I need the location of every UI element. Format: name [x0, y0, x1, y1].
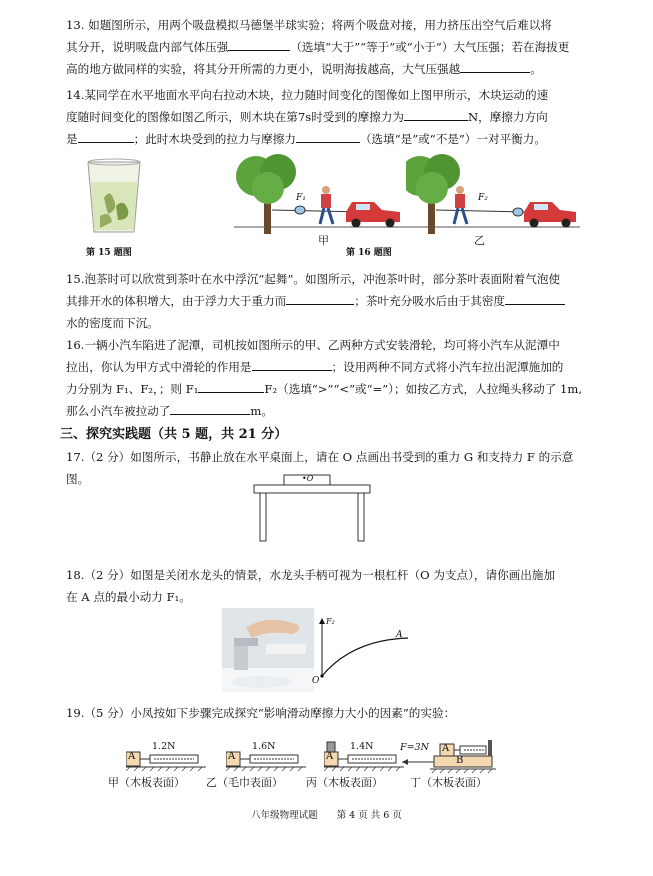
question-15: [66, 268, 586, 334]
experiment-caption: 丙（木板表面）: [306, 776, 383, 789]
experiment-ding: [400, 740, 496, 774]
experiment-bing: [324, 740, 404, 772]
answer-blank[interactable]: [78, 128, 134, 143]
experiment-caption: 丁（木板表面）: [410, 776, 487, 789]
force-reading: 1.2N: [152, 741, 176, 752]
question-14: [66, 84, 586, 150]
force-label-f2: F₂: [478, 193, 488, 203]
q17-line1: 17.（2 分）如图所示，书静止放在水平桌面上，请在 O 点画出书受到的重力 G 和支持力 F 的示意图。: [66, 450, 574, 486]
q16-line2: 拉出，你认为甲方式中滑轮的作用是 ；设用两种不同方式将小汽车拉出泥潭施加的: [66, 356, 586, 378]
q13-line1: 13. 如题图所示，用两个吸盘模拟马德堡半球实验；将两个吸盘对接，用力挤压出空气后难以将: [66, 18, 552, 32]
pulley-figure-jia: [234, 154, 406, 234]
answer-blank[interactable]: [252, 356, 332, 371]
page-footer: 八年级物理试题 第 4 页 共 6 页: [251, 810, 402, 821]
block-a-label: A: [326, 751, 334, 762]
answer-blank[interactable]: [286, 290, 354, 305]
force-reading: 1.6N: [252, 741, 276, 752]
point-o-label: O: [312, 676, 320, 686]
force-reading: F=3N: [400, 742, 429, 753]
block-a-label: A: [228, 751, 236, 762]
force-reading: 1.4N: [350, 741, 374, 752]
question-18: [66, 564, 586, 608]
q16-line4: 那么小汽车被拉动了 m。: [66, 400, 586, 422]
force-label-f1: F₁: [296, 193, 306, 203]
q13-line3: 高的地方做同样的实验，将其分开所需的力更小，说明海拔越高，大气压强越 。: [66, 58, 586, 80]
experiment-caption: 乙（毛巾表面）: [206, 776, 283, 789]
label-jia: 甲: [318, 234, 329, 247]
q13-line2: 其分开，说明吸盘内部气体压强 （选填“大于”“等于”或“小于”）大气压强；若在海拔更: [66, 36, 586, 58]
q18-line1: 18.（2 分）如图是关闭水龙头的情景，水龙头手柄可视为一根杠杆（O 为支点），请你画出施加: [66, 568, 556, 582]
faucet-photo: [222, 608, 314, 692]
answer-blank[interactable]: [296, 128, 360, 143]
answer-blank[interactable]: [404, 106, 468, 121]
answer-blank[interactable]: [505, 290, 565, 305]
q15-line2: 其排开水的体积增大，由于浮力大于重力而 ；茶叶充分吸水后由于其密度: [66, 290, 586, 312]
answer-blank[interactable]: [198, 378, 264, 393]
q16-line1: 16.一辆小汽车陷进了泥潭，司机按如图所示的甲、乙两种方式安装滑轮，均可将小汽车从泥潭中: [66, 338, 560, 352]
q14-line3: 是 ；此时木块受到的拉力与摩擦力 （选填“是”或“不是”）一对平衡力。: [66, 128, 586, 150]
section-3-title: 三、探究实践题（共 5 题，共 21 分）: [60, 427, 288, 442]
q15-line1: 15.泡茶时可以欣赏到茶叶在水中浮沉“起舞”。如图所示，冲泡茶叶时，部分茶叶表面附着气泡使: [66, 272, 561, 286]
q14-line1: 14.某同学在水平地面水平向右拉动木块，拉力随时间变化的图像如上图甲所示，木块运动的速: [66, 88, 549, 102]
answer-blank[interactable]: [228, 36, 290, 51]
force-label-f2-lever: F₂: [326, 617, 335, 626]
q14-line2: 度随时间变化的图像如图乙所示，则木块在第7s时受到的摩擦力为 N，摩擦力方向: [66, 106, 586, 128]
tea-glass-figure: [84, 158, 144, 236]
q15-line3: 水的密度而下沉。: [66, 316, 159, 330]
figure-15-caption: 第 15 题图: [86, 248, 132, 258]
pulley-figure-yi: [406, 154, 580, 234]
question-16: [66, 334, 586, 422]
book-on-table-figure: [250, 474, 374, 542]
answer-blank[interactable]: [460, 58, 530, 73]
block-a-label: A: [128, 751, 136, 762]
label-yi: 乙: [474, 234, 485, 247]
block-b-label: B: [456, 755, 464, 766]
question-19: [66, 702, 586, 724]
q18-line2: 在 A 点的最小动力 F₁。: [66, 590, 191, 604]
answer-blank[interactable]: [170, 400, 250, 415]
experiment-caption: 甲（木板表面）: [108, 776, 185, 789]
question-13: [66, 14, 586, 80]
q16-line3: 力分别为 F₁、F₂，；则 F₁ F₂（选填“>”“<”或“=”）；如按乙方式，人拉绳头移动了 1m,: [66, 378, 586, 400]
block-a-label: A: [442, 743, 450, 754]
q19-line1: 19.（5 分）小凤按如下步骤完成探究“影响滑动摩擦力大小的因素”的实验：: [66, 706, 456, 720]
point-o-label: •O: [302, 474, 314, 483]
point-a-label: A: [396, 630, 403, 640]
figure-16-caption: 第 16 题图: [346, 248, 392, 258]
experiment-yi: [226, 740, 306, 772]
experiment-jia: [126, 740, 206, 772]
